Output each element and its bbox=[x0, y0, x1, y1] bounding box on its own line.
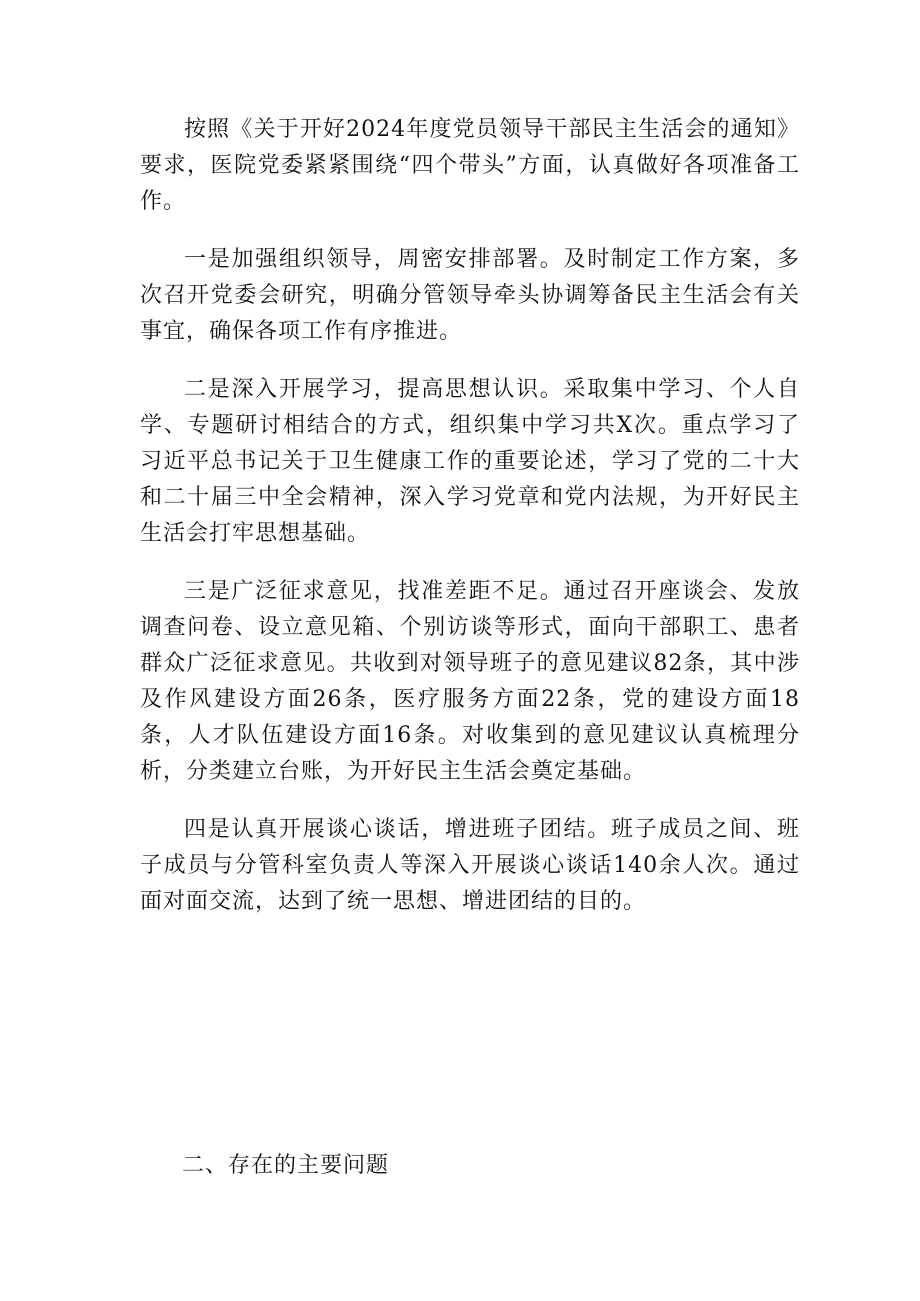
paragraph-feedback: 三是广泛征求意见，找准差距不足。通过召开座谈会、发放调查问卷、设立意见箱、个别访谈等形式，面向干部职工、患者群众广泛征求意见。共收到对领导班子的意见建议82条，其中涉及作风建设方面26条，医疗服务方面22条，党的建设方面18条，人才队伍建设方面16条。对收集到的意见建议认真梳理分析，分类建立台账，为开好民主生活会奠定基础。 bbox=[140, 579, 800, 784]
paragraph-organization: 一是加强组织领导，周密安排部署。及时制定工作方案，多次召开党委会研究，明确分管领导牵头协调筹备民主生活会有关事宜，确保各项工作有序推进。 bbox=[140, 247, 800, 344]
section-heading: 二、存在的主要问题 bbox=[182, 1153, 390, 1178]
paragraph-talks: 四是认真开展谈心谈话，增进班子团结。班子成员之间、班子成员与分管科室负责人等深入开展谈心谈话140余人次。通过面对面交流，达到了统一思想、增进团结的目的。 bbox=[140, 817, 800, 914]
paragraph-study: 二是深入开展学习，提高思想认识。采取集中学习、个人自学、专题研讨相结合的方式，组织集中学习共X次。重点学习了习近平总书记关于卫生健康工作的重要论述，学习了党的二十大和二十届三中全会精神，深入学习党章和党内法规，为开好民主生活会打牢思想基础。 bbox=[140, 377, 800, 546]
document-body bbox=[140, 112, 800, 942]
paragraph-intro: 按照《关于开好2024年度党员领导干部民主生活会的通知》要求，医院党委紧紧围绕“四个带头”方面，认真做好各项准备工作。 bbox=[140, 117, 800, 214]
